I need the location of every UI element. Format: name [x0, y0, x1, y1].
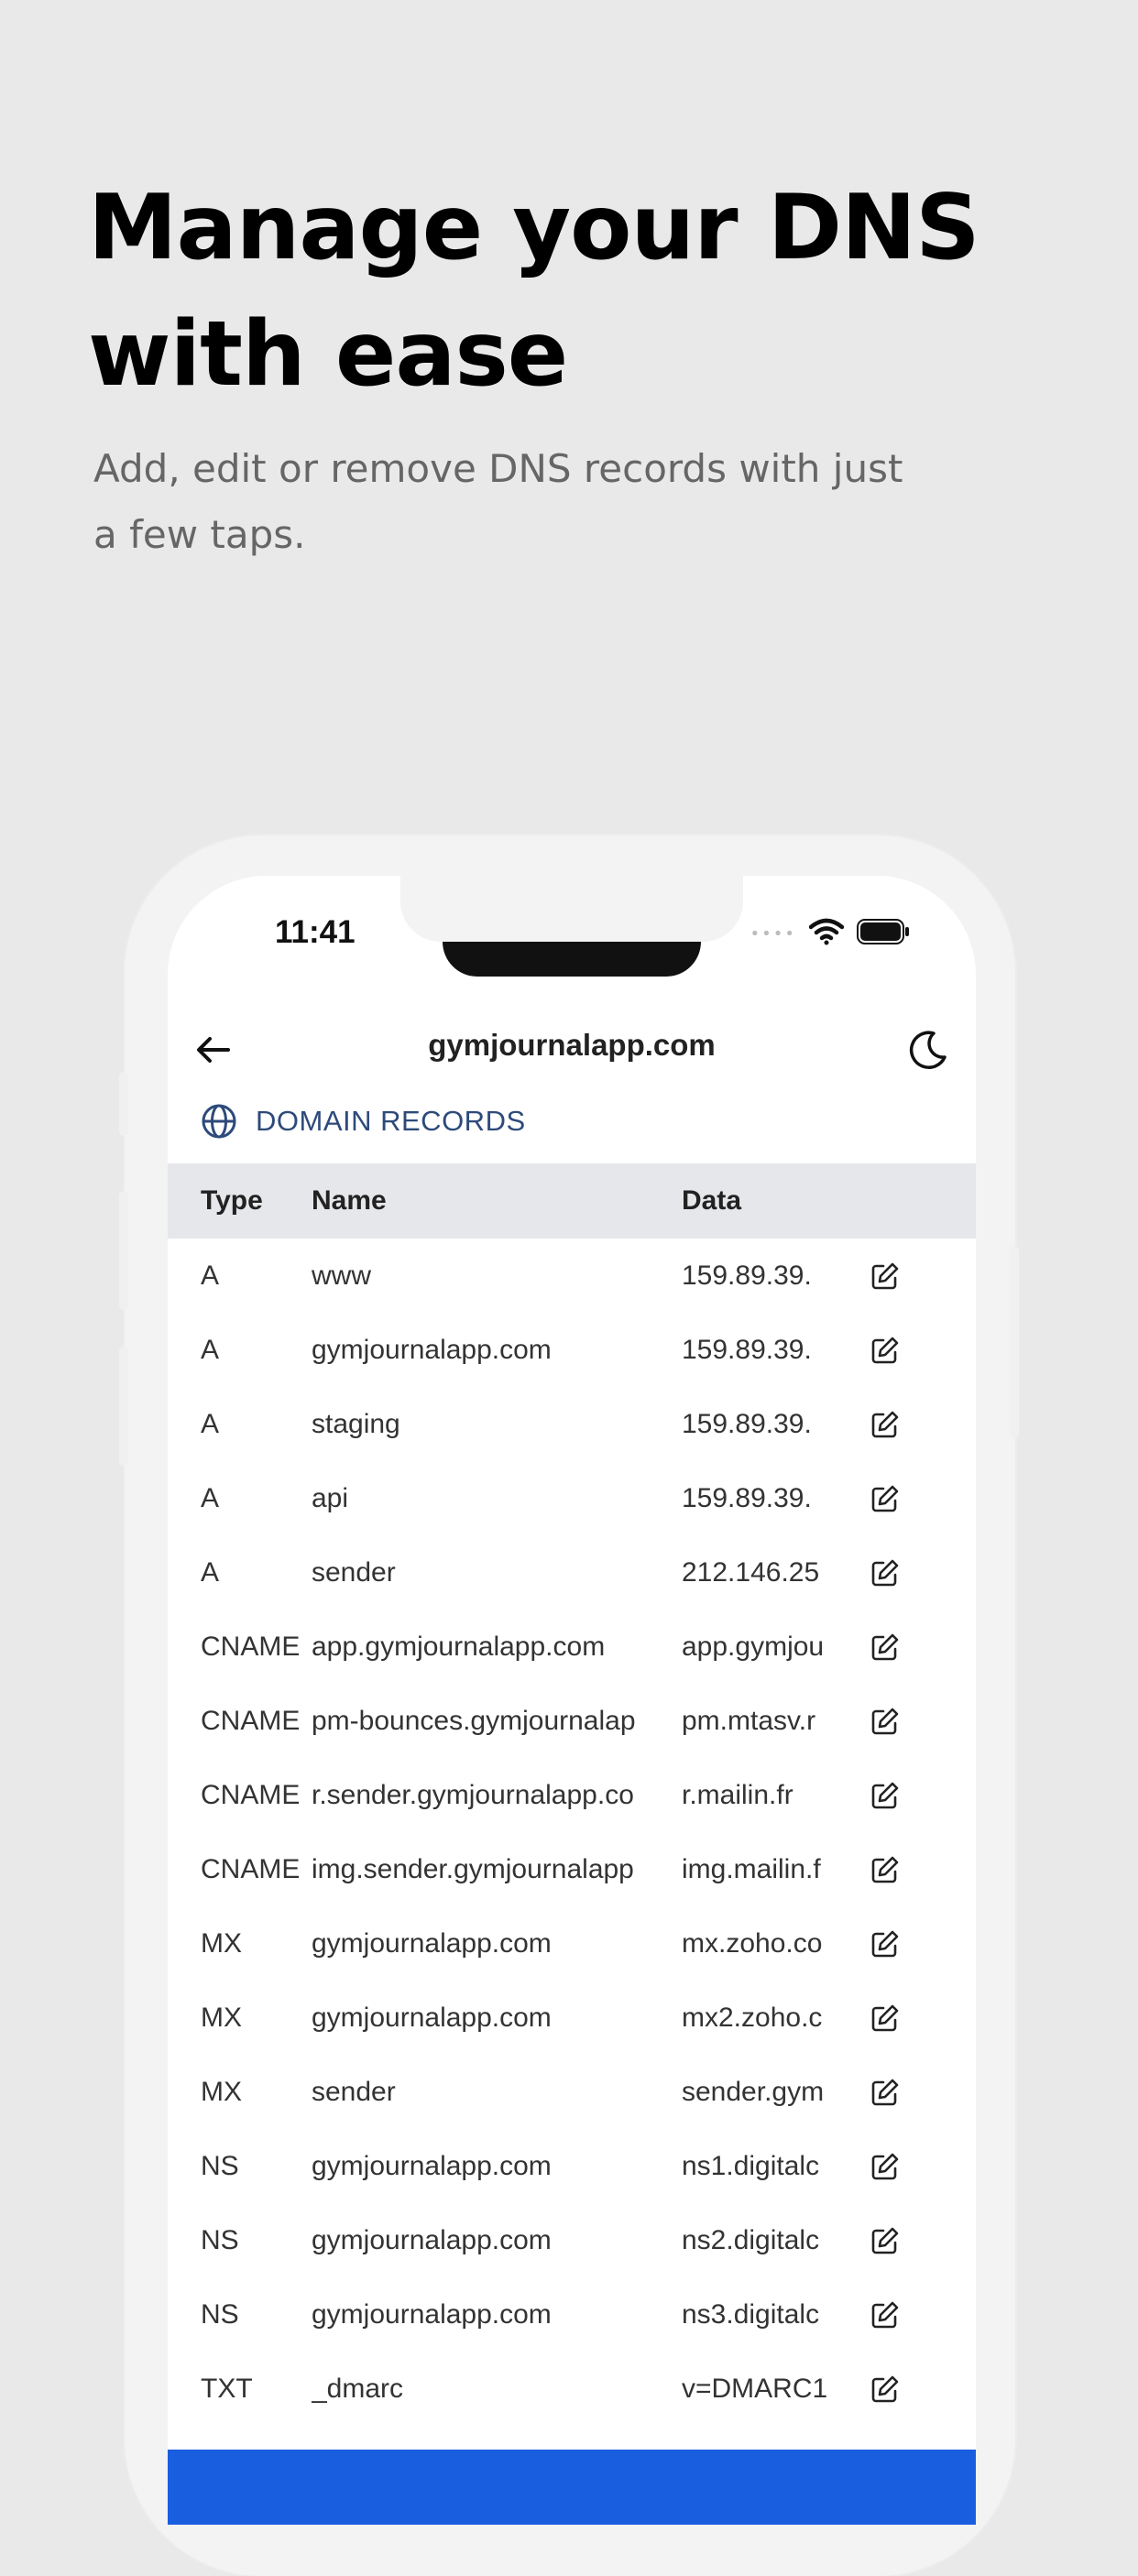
edit-record-button[interactable] — [858, 2003, 913, 2033]
edit-icon — [870, 2374, 900, 2404]
record-name: img.sender.gymjournalapp — [312, 1853, 634, 1884]
edit-icon — [870, 1781, 900, 1810]
headline-line-1: Manage your DNS — [88, 176, 979, 280]
records-table — [168, 1163, 976, 2426]
table-row[interactable] — [168, 2129, 976, 2203]
edit-icon — [870, 2003, 900, 2033]
edit-icon — [870, 2300, 900, 2330]
edit-record-button[interactable] — [858, 1855, 913, 1884]
record-name: _dmarc — [312, 2373, 404, 2404]
headline-line-2: with ease — [88, 302, 568, 407]
record-data: ns1.digitalc — [682, 2150, 820, 2181]
record-name: api — [312, 1482, 349, 1513]
globe-icon — [201, 1103, 237, 1140]
edit-icon — [870, 1929, 900, 1959]
record-data: sender.gym — [682, 2076, 825, 2107]
edit-icon — [870, 1558, 900, 1588]
record-type: MX — [201, 1927, 242, 1959]
edit-icon — [870, 2226, 900, 2255]
edit-record-button[interactable] — [858, 1558, 913, 1588]
header-data: Data — [682, 1185, 742, 1216]
edit-record-button[interactable] — [858, 1707, 913, 1736]
table-row[interactable] — [168, 1906, 976, 1981]
record-name: www — [312, 1260, 371, 1291]
table-row[interactable] — [168, 1981, 976, 2055]
record-data: 159.89.39. — [682, 1260, 812, 1291]
record-data: 212.146.25 — [682, 1556, 820, 1588]
battery-icon — [857, 919, 910, 948]
edit-icon — [870, 2078, 900, 2107]
edit-icon — [870, 2152, 900, 2181]
record-type: NS — [201, 2150, 239, 2181]
bottom-action-bar[interactable] — [168, 2450, 976, 2525]
record-data: 159.89.39. — [682, 1482, 812, 1513]
status-time: 11:41 — [275, 914, 356, 950]
record-type: TXT — [201, 2373, 253, 2404]
record-name: staging — [312, 1408, 400, 1439]
record-type: CNAME — [201, 1779, 301, 1810]
phone-side-button — [1010, 1246, 1019, 1438]
record-type: A — [201, 1482, 220, 1513]
edit-icon — [870, 1484, 900, 1513]
record-name: r.sender.gymjournalapp.co — [312, 1779, 634, 1810]
record-data: mx.zoho.co — [682, 1927, 823, 1959]
record-type: NS — [201, 2224, 239, 2255]
table-row[interactable] — [168, 2055, 976, 2129]
table-header — [168, 1163, 976, 1239]
table-row[interactable] — [168, 1535, 976, 1610]
signal-dots-icon: •••• — [750, 923, 796, 944]
record-data: 159.89.39. — [682, 1334, 812, 1365]
record-type: A — [201, 1408, 220, 1439]
record-name: gymjournalapp.com — [312, 2298, 552, 2330]
record-data: ns3.digitalc — [682, 2298, 820, 2330]
edit-record-button[interactable] — [858, 2374, 913, 2404]
record-data: img.mailin.f — [682, 1853, 821, 1884]
record-data: v=DMARC1 — [682, 2373, 828, 2404]
edit-icon — [870, 1336, 900, 1365]
edit-record-button[interactable] — [858, 1929, 913, 1959]
notch — [443, 942, 701, 977]
table-row[interactable] — [168, 1832, 976, 1906]
phone-screen — [168, 876, 976, 2525]
record-type: NS — [201, 2298, 239, 2330]
table-row[interactable] — [168, 2203, 976, 2277]
record-type: A — [201, 1260, 220, 1291]
table-row[interactable] — [168, 1610, 976, 1684]
edit-record-button[interactable] — [858, 1336, 913, 1365]
record-type: MX — [201, 2002, 242, 2033]
edit-record-button[interactable] — [858, 1632, 913, 1662]
record-name: gymjournalapp.com — [312, 2224, 552, 2255]
record-type: A — [201, 1334, 220, 1365]
marketing-subtitle — [93, 436, 973, 568]
section-label: DOMAIN RECORDS — [256, 1105, 526, 1137]
record-type: CNAME — [201, 1705, 301, 1736]
edit-record-button[interactable] — [858, 1261, 913, 1291]
wifi-icon — [809, 918, 844, 949]
header-name: Name — [312, 1185, 387, 1216]
status-icons — [750, 918, 910, 949]
table-row[interactable] — [168, 1758, 976, 1832]
subtitle-line-1: Add, edit or remove DNS records with just — [93, 446, 903, 491]
table-row[interactable] — [168, 1387, 976, 1461]
record-name: sender — [312, 2076, 396, 2107]
table-row[interactable] — [168, 1684, 976, 1758]
edit-icon — [870, 1632, 900, 1662]
record-data: mx2.zoho.c — [682, 2002, 823, 2033]
moon-icon — [906, 1030, 948, 1072]
record-type: CNAME — [201, 1631, 301, 1662]
record-data: ns2.digitalc — [682, 2224, 820, 2255]
phone-side-button — [119, 1191, 128, 1310]
dark-mode-toggle[interactable] — [895, 1019, 959, 1083]
record-data: r.mailin.fr — [682, 1779, 793, 1810]
edit-record-button[interactable] — [858, 2078, 913, 2107]
record-name: gymjournalapp.com — [312, 1927, 552, 1959]
domain-records-header — [201, 1103, 526, 1140]
edit-icon — [870, 1410, 900, 1439]
record-name: pm-bounces.gymjournalap — [312, 1705, 636, 1736]
edit-record-button[interactable] — [858, 1410, 913, 1439]
record-data: pm.mtasv.r — [682, 1705, 816, 1736]
header-type: Type — [201, 1185, 263, 1216]
record-name: app.gymjournalapp.com — [312, 1631, 606, 1662]
phone-side-button — [119, 1347, 128, 1466]
subtitle-line-2: a few taps. — [93, 512, 306, 557]
notch-frame — [400, 876, 743, 942]
edit-record-button[interactable] — [858, 1781, 913, 1810]
marketing-headline — [88, 165, 1059, 418]
record-name: gymjournalapp.com — [312, 1334, 552, 1365]
table-row[interactable] — [168, 1313, 976, 1387]
record-name: gymjournalapp.com — [312, 2002, 552, 2033]
record-type: CNAME — [201, 1853, 301, 1884]
table-row[interactable] — [168, 1239, 976, 1313]
table-body — [168, 1239, 976, 2426]
page-title: gymjournalapp.com — [428, 1028, 716, 1062]
edit-icon — [870, 1707, 900, 1736]
record-data: 159.89.39. — [682, 1408, 812, 1439]
record-data: app.gymjou — [682, 1631, 825, 1662]
phone-side-button — [119, 1072, 128, 1136]
table-row[interactable] — [168, 1461, 976, 1535]
edit-icon — [870, 1261, 900, 1291]
edit-record-button[interactable] — [858, 1484, 913, 1513]
edit-record-button[interactable] — [858, 2226, 913, 2255]
record-type: A — [201, 1556, 220, 1588]
edit-record-button[interactable] — [858, 2300, 913, 2330]
table-row[interactable] — [168, 2277, 976, 2352]
edit-icon — [870, 1855, 900, 1884]
edit-record-button[interactable] — [858, 2152, 913, 2181]
record-name: sender — [312, 1556, 396, 1588]
record-type: MX — [201, 2076, 242, 2107]
record-name: gymjournalapp.com — [312, 2150, 552, 2181]
table-row[interactable] — [168, 2352, 976, 2426]
app-bar — [168, 1013, 976, 1086]
